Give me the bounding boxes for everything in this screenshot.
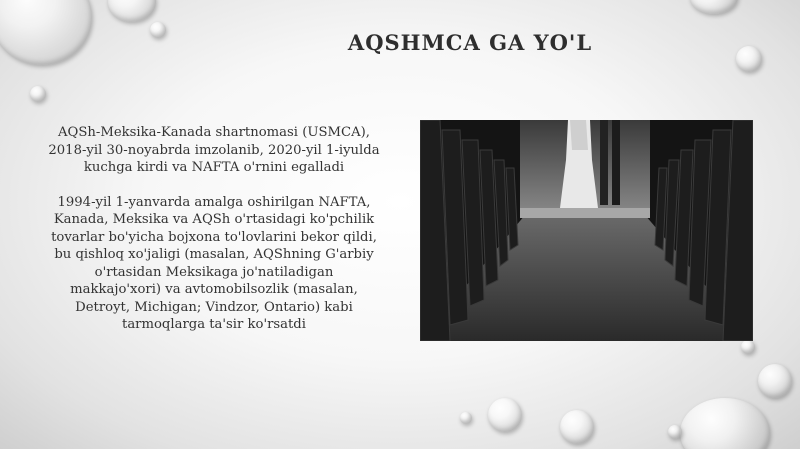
slide-title: AQSHMCA GA YO'L [347,30,593,55]
water-droplet [758,364,792,398]
water-droplet [0,0,92,65]
water-droplet [108,0,156,22]
water-droplet [668,425,682,439]
water-droplet [560,410,594,444]
water-droplet [150,22,166,38]
paragraph-usmca: AQSh-Meksika-Kanada shartnomasi (USMCA), 2018-yil 30-noyabrda imzolanib, 2020-yil 1-iyulda kuchga kirdi va NAFTA o'rnini egalladi [48,125,380,175]
water-droplet [680,398,770,449]
church-aisle-photo [420,120,753,341]
water-droplet [488,398,522,432]
water-droplet [690,0,738,14]
water-droplet [460,412,472,424]
water-droplet [741,340,755,354]
water-droplet [30,86,46,102]
paragraph-nafta: 1994-yil 1-yanvarda amalga oshirilgan NAFTA, Kanada, Meksika va AQSh o'rtasidagi ko'pchilik tovarlar bo'yicha bojxona to'lovlarini bekor qildi, bu qishloq xo'jaligi (masalan, AQShning G'arbiy o'rtasidan Meksikaga jo'natiladigan makkajo'xori) va avtomobilsozlik (masalan, Detroyt, Michigan; Vindzor, Ontario) kabi tarmoqlarga ta'sir ko'rsatdi [51,194,377,332]
body-text [48,124,380,351]
